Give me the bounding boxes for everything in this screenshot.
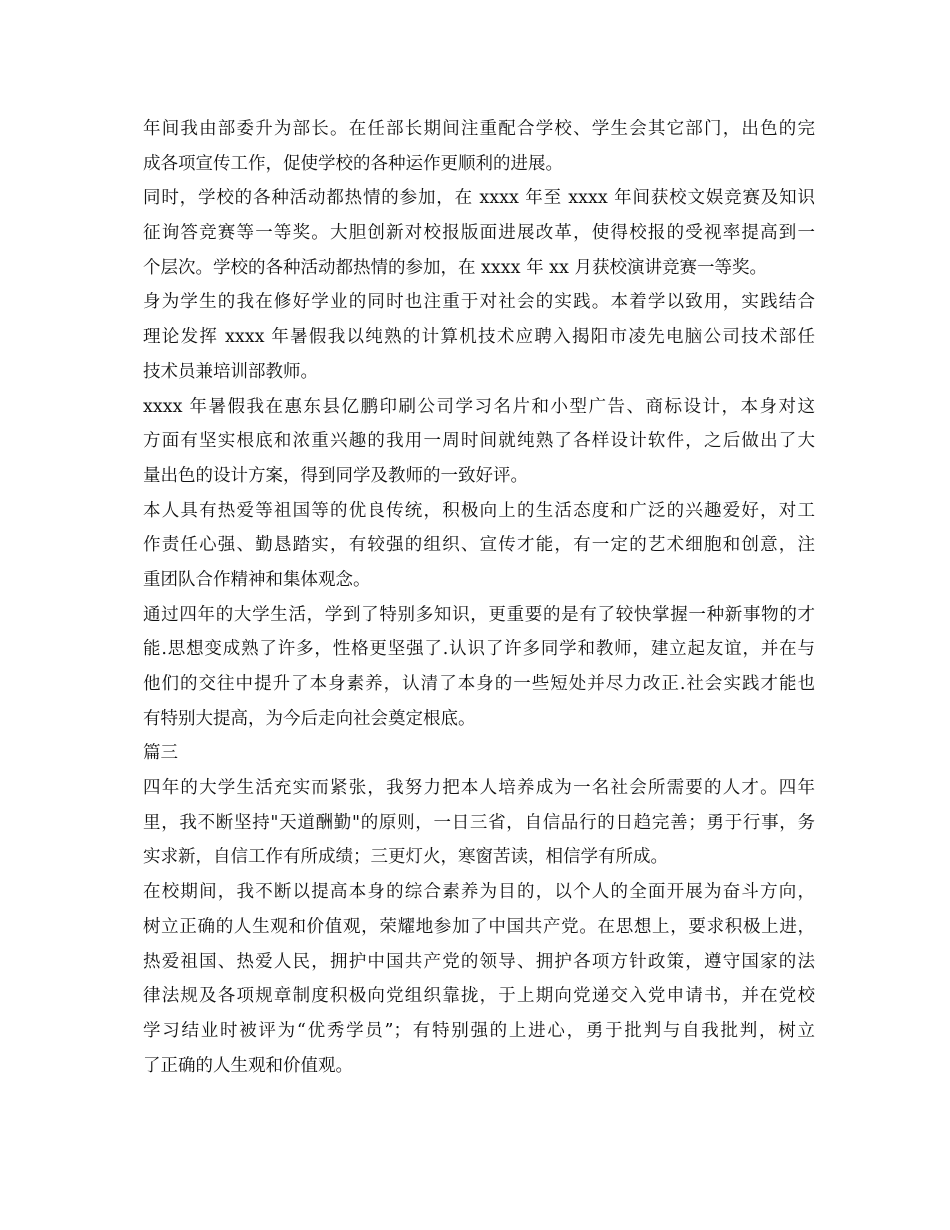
text-line: 同时，学校的各种活动都热情的参加，在 xxxx 年至 xxxx 年间获校文娱竞赛及知识	[143, 188, 815, 209]
text-line: 了正确的人生观和价值观。	[143, 1055, 353, 1076]
text-line: 个层次。学校的各种活动都热情的参加，在 xxxx 年 xx 月获校演讲竞赛一等奖。	[143, 257, 767, 278]
text-line: 量出色的设计方案，得到同学及教师的一致好评。	[143, 465, 528, 486]
text-line: 成各项宣传工作，促使学校的各种运作更顺利的进展。	[143, 153, 563, 174]
text-line: 他们的交往中提升了本身素养，认清了本身的一些短处并尽力改正.社会实践才能也	[143, 674, 815, 694]
document-body	[143, 112, 815, 1083]
text-line: xxxx 年暑假我在惠东县亿鹏印刷公司学习名片和小型广告、商标设计，本身对这	[143, 396, 815, 417]
section-heading: 篇三	[143, 743, 178, 764]
text-line: 通过四年的大学生活，学到了特别多知识，更重要的是有了较快掌握一种新事物的才	[143, 604, 815, 625]
text-line: 年间我由部委升为部长。在任部长期间注重配合学校、学生会其它部门，出色的完	[143, 119, 815, 139]
text-line: 有特别大提高，为今后走向社会奠定根底。	[143, 708, 476, 729]
text-line: 本人具有热爱等祖国等的优良传统，积极向上的生活态度和广泛的兴趣爱好，对工	[143, 500, 815, 521]
text-line: 在校期间，我不断以提高本身的综合素养为目的，以个人的全面开展为奋斗方向，	[143, 882, 815, 903]
text-line: 技术员兼培训部教师。	[143, 361, 318, 382]
text-line: 热爱祖国、热爱人民，拥护中国共产党的领导、拥护各项方针政策，遵守国家的法	[143, 951, 815, 972]
text-line: 身为学生的我在修好学业的同时也注重于对社会的实践。本着学以致用，实践结合	[143, 292, 815, 313]
text-line: 学习结业时被评为“优秀学员”；有特别强的上进心，勇于批判与自我批判，树立	[143, 1020, 815, 1041]
text-line: 树立正确的人生观和价值观，荣耀地参加了中国共产党。在思想上，要求积极上进，	[143, 916, 815, 937]
text-line: 征询答竞赛等一等奖。大胆创新对校报版面进展改革，使得校报的受视率提高到一	[143, 223, 815, 244]
text-line: 方面有坚实根底和浓重兴趣的我用一周时间就纯熟了各样设计软件，之后做出了大	[143, 431, 815, 452]
text-line: 重团队合作精神和集体观念。	[143, 569, 371, 590]
text-line: 能.思想变成熟了许多，性格更坚强了.认识了许多同学和教师，建立起友谊，并在与	[143, 639, 815, 660]
text-line: 四年的大学生活充实而紧张，我努力把本人培养成为一名社会所需要的人才。四年	[143, 778, 815, 799]
text-line: 理论发挥 xxxx 年暑假我以纯熟的计算机技术应聘入揭阳市凌先电脑公司技术部任	[143, 327, 815, 348]
text-line: 里，我不断坚持"天道酬勤"的原则，一日三省，自信品行的日趋完善；勇于行事，务	[143, 812, 815, 833]
text-line: 实求新，自信工作有所成绩；三更灯火，寒窗苦读，相信学有所成。	[143, 847, 668, 868]
text-line: 律法规及各项规章制度积极向党组织靠拢，于上期向党递交入党申请书，并在党校	[143, 986, 815, 1007]
text-line: 作责任心强、勤恳踏实，有较强的组织、宣传才能，有一定的艺术细胞和创意，注	[143, 535, 815, 556]
